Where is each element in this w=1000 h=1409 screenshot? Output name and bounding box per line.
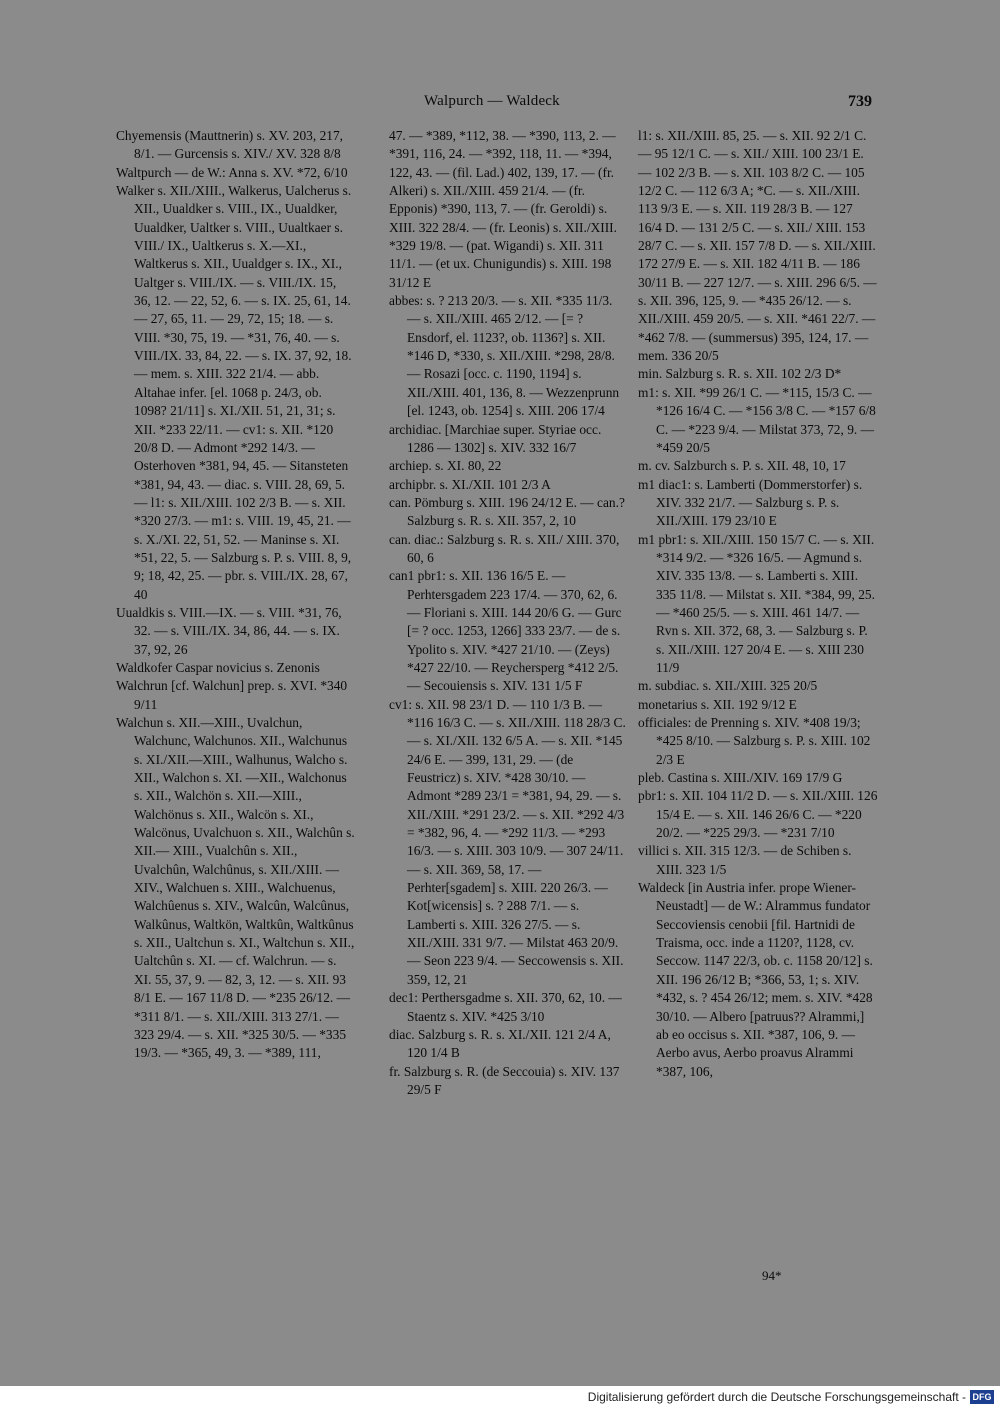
entry-paragraph: Walchun s. XII.—XIII., Uvalchun, Walchunc, Walchunos. XII., Walchunus s. XI./XII.—XIII., Walhunus, Walcho s. XII., Walchon s. XI. —XII., Walchonus s. XII., Walchön s. XII.—XIII., Walchönus s. XII., Walcön s. XI., Walcönus, Uvalchuon s. XII., Walchûn s. XII.— XIII., Vualchûn s. XII., Uvalchûn, Walchûnus, s. XII./XIII. — XIV., Walchuen s. XIII., Walchuenus, Walchûenus s. XIV., Walcûn, Walcûnus, Walkûnus, Waltkön, Waltkûn, Waltkûnus s. XII., Ualtchun s. XI., Waltchun s. XII., Ualtchûn s. XI. — cf. Walchrun. — s. XI. 55, 37, 9. — 82, 3, 12. — s. XII. 93 8/1 E. — 167 11/8 D. — *235 26/12. — *311 8/1. — s. XII./XIII. 313 27/1. — 323 29/4. — s. XII. *325 30/5. — *335 19/3. — *365, 49, 3. — *389, 111,	[116, 715, 355, 1061]
entry-paragraph: cv1: s. XII. 98 23/1 D. — 110 1/3 B. — *116 16/3 C. — s. XII./XIII. 118 28/3 C. — s. XI./XII. 132 6/5 A. — s. XII. *145 24/6 E. — 399, 131, 29. — (de Feustricz) s. XIV. *428 30/10. — Admont *289 23/1 = *381, 94, 29. — s. XII./XIII. *291 23/2. — s. XII. *292 4/3 = *382, 96, 4. — *292 11/3. — *293 16/3. — s. XIII. 303 10/9. — 307 24/11. — s. XII. 369, 58, 17. — Perhter[sgadem] s. XIII. 220 26/3. — Kot[wicensis] s. ? 288 7/1. — s. Lamberti s. XIII. 326 27/5. — s. XII./XIII. 331 9/7. — Milstat 463 20/9. — Seon 223 9/4. — Seccowensis s. XII. 359, 12, 21	[389, 696, 626, 987]
entry-paragraph: 47. — *389, *112, 38. — *390, 113, 2. — *391, 116, 24. — *392, 118, 11. — *394, 122, 43. — (fil. Lad.) 402, 139, 17. — (fr. Alkeri) s. XII./XIII. 459 21/4. — (fr. Epponis) *390, 113, 7. — (fr. Geroldi) s. XIII. 322 28/4. — (fr. Leonis) s. XII./XIII. *329 19/8. — (pat. Wigandi) s. XII. 311 11/1. — (et ux. Chunigundis) s. XIII. 198 31/12 E	[389, 128, 617, 290]
entry-paragraph: can1 pbr1: s. XII. 136 16/5 E. — Perhtersgadem 223 17/4. — 370, 62, 6. — Floriani s. XIII. 144 20/6 G. — Gurc [= ? occ. 1253, 1266] 333 23/7. — de s. Ypolito s. XIV. *427 21/10. — (Zeys) *427 22/10. — Reychersperg *412 2/5. — Secouiensis s. XIV. 131 1/5 F	[389, 568, 622, 694]
entry-paragraph: l1: s. XII./XIII. 85, 25. — s. XII. 92 2/1 C. — 95 12/1 C. — s. XII./ XIII. 100 23/1 E. — 102 2/3 B. — s. XII. 103 8/2 C. — 105 12/2 C. — 112 6/3 A; *C. — s. XII./XIII. 113 9/3 E. — s. XII. 119 28/3 B. — 127 16/4 D. — 131 2/5 C. — s. XII./ XIII. 153 28/7 C. — s. XII. 157 7/8 D. — s. XII./XIII. 172 27/9 E. — s. XII. 182 4/11 B. — 186 30/11 B. — 227 12/7. — s. XIII. 296 6/5. — s. XII. 396, 125, 9. — *435 26/12. — s. XII./XIII. 459 20/5. — s. XII. *461 22/7. — *462 7/8. — (summersus) 395, 124, 17. — mem. 336 20/5	[638, 128, 877, 364]
footer-bar	[0, 1386, 1000, 1409]
entry-paragraph: can. diac.: Salzburg s. R. s. XII./ XIII. 370, 60, 6	[389, 531, 620, 565]
entry-paragraph: Waldeck [in Austria infer. prope Wiener-Neustadt] — de W.: Alrammus fundator Seccoviensis cenobii [fil. Hartnidi de Traisma, occ. inde a 1120?, 1128, cv. Seccow. 1147 22/3, ob. c. 1158 20/12] s. XII. 196 26/12 B; *366, 53, 1; s. XIV. *432, s. ? 454 26/12; mem. s. XIV. *428 30/10. — Albero [patruus?? Alrammi,] ab eo occisus s. XII. *387, 106, 9. — Aerbo avus, Aerbo proavus Alrammi *387, 106,	[638, 880, 873, 1079]
entry-paragraph: m1: s. XII. *99 26/1 C. — *115, 15/3 C. — *126 16/4 C. — *156 3/8 C. — *157 6/8 C. — *223 9/4. — Milstat 373, 72, 9. — *459 20/5	[638, 384, 876, 455]
entry-paragraph: villici s. XII. 315 12/3. — de Schiben s. XIII. 323 1/5	[638, 843, 852, 877]
signature-mark: 94*	[762, 1268, 782, 1283]
entry-paragraph: pleb. Castina s. XIII./XIV. 169 17/9 G	[638, 770, 843, 786]
page-number: 739	[848, 93, 872, 110]
column-right	[638, 127, 878, 1081]
entry-paragraph: m1 diac1: s. Lamberti (Dommerstorfer) s. XIV. 332 21/7. — Salzburg s. P. s. XII./XIII. 179 23/10 E	[638, 476, 863, 529]
entry-paragraph: pbr1: s. XII. 104 11/2 D. — s. XII./XIII. 126 15/4 E. — s. XII. 146 26/6 C. — *220 20/2. — *225 29/3. — *231 7/10	[638, 788, 878, 841]
entry-paragraph: archidiac. [Marchiae super. Styriae occ. 1286 — 1302] s. XIV. 332 16/7	[389, 421, 602, 455]
entry-paragraph: monetarius s. XII. 192 9/12 E	[638, 696, 797, 712]
entry-paragraph: Chyemensis (Mauttnerin) s. XV. 203, 217, 8/1. — Gurcensis s. XIV./ XV. 328 8/8	[116, 128, 344, 162]
entry-paragraph: Uualdkis s. VIII.—IX. — s. VIII. *31, 76, 32. — s. VIII./IX. 34, 86, 44. — s. IX. 37, 92, 26	[116, 604, 342, 657]
column-middle	[389, 127, 629, 1099]
entry-paragraph: can. Pömburg s. XIII. 196 24/12 E. — can.? Salzburg s. R. s. XII. 357, 2, 10	[389, 494, 625, 529]
entry-paragraph: officiales: de Prenning s. XIV. *408 19/3; *425 8/10. — Salzburg s. P. s. XIII. 102 2/3 E	[638, 715, 871, 767]
running-head: Walpurch — Waldeck	[424, 93, 560, 109]
entry-paragraph: Waltpurch — de W.: Anna s. XV. *72, 6/10	[116, 164, 348, 180]
column-left	[116, 127, 356, 1063]
entry-paragraph: diac. Salzburg s. R. s. XI./XII. 121 2/4 A, 120 1/4 B	[389, 1026, 611, 1061]
entry-paragraph: m. subdiac. s. XII./XIII. 325 20/5	[638, 678, 818, 694]
entry-paragraph: m. cv. Salzburch s. P. s. XII. 48, 10, 17	[638, 458, 846, 474]
entry-paragraph: Walker s. XII./XIII., Walkerus, Ualcherus s. XII., Uualdker s. VIII., IX., Uualdker, Uualdker, Ualtker s. VIII., Uualtkaer s. VIII./ IX., Ualtkerus s. X.—XI., Waltkerus s. XII., Uualdger s. IX., XI., Ualtger s. VIII./IX. — s. VIII./IX. 15, 36, 12. — 22, 52, 6. — s. IX. 25, 61, 14. — 27, 65, 11. — 29, 72, 15; 18. — s. VIII. *30, 75, 19. — *31, 76, 40. — s. VIII./IX. 33, 84, 22. — s. IX. 37, 92, 18. — mem. s. XIII. 322 21/4. — abb. Altahae infer. [el. 1068 p. 24/3, ob. 1098? 21/11] s. XI./XII. 51, 21, 31; s. XII. *233 22/11. — cv1: s. XII. *120 20/8 D. — Admont *292 14/3. — Osterhoven *381, 94, 45. — Sitansteten *381, 94, 43. — diac. s. VIII. 28, 69, 5. — l1: s. XII./XIII. 102 2/3 B. — s. XII. *320 27/3. — m1: s. VIII. 19, 45, 21. — s. X./XI. 22, 51, 52. — Maninse s. XI. *51, 22, 5. — Salzburg s. P. s. VIII. 8, 9, 9; 18, 42, 25. — pbr. s. VIII./IX. 28, 67, 40	[116, 183, 352, 602]
entry-paragraph: archiep. s. XI. 80, 22	[389, 458, 502, 474]
entry-paragraph: abbes: s. ? 213 20/3. — s. XII. *335 11/3. — s. XII./XIII. 465 2/12. — [= ? Ensdorf, el. 1123?, ob. 1136?] s. XII. *146 D, *330, s. XII./XIII. *298, 28/8. — Rosazi [occ. c. 1190, 1194] s. XII./XIII. 401, 136, 8. — Wezzenprunn [el. 1243, ob. 1254] s. XIII. 206 17/4	[389, 293, 620, 419]
entry-paragraph: m1 pbr1: s. XII./XIII. 150 15/7 C. — s. XII. *314 9/2. — *326 16/5. — Agmund s. XIV. 335 13/8. — s. Lamberti s. XIII. 335 11/8. — Milstat s. XII. *384, 99, 25. — *460 25/5. — s. XIII. 461 14/7. — Rvn s. XII. 372, 68, 3. — Salzburg s. P. s. XII./XIII. 127 20/4 E. — s. XIII 230 11/9	[638, 531, 875, 675]
dfg-logo-icon: DFG	[970, 1390, 994, 1404]
entry-paragraph: fr. Salzburg s. R. (de Seccouia) s. XIV. 137 29/5 F	[389, 1063, 620, 1097]
entry-paragraph: min. Salzburg s. R. s. XII. 102 2/3 D*	[638, 366, 842, 382]
footer-credit: Digitalisierung gefördert durch die Deutsche Forschungsgemeinschaft -	[587, 1390, 966, 1404]
entry-paragraph: Waldkofer Caspar novicius s. Zenonis	[116, 659, 320, 675]
entry-paragraph: dec1: Perthersgadme s. XII. 370, 62, 10. — Staentz s. XIV. *425 3/10	[389, 990, 622, 1024]
entry-paragraph: Walchrun [cf. Walchun] prep. s. XVI. *340 9/11	[116, 678, 348, 712]
entry-paragraph: archipbr. s. XI./XII. 101 2/3 A	[389, 476, 551, 492]
